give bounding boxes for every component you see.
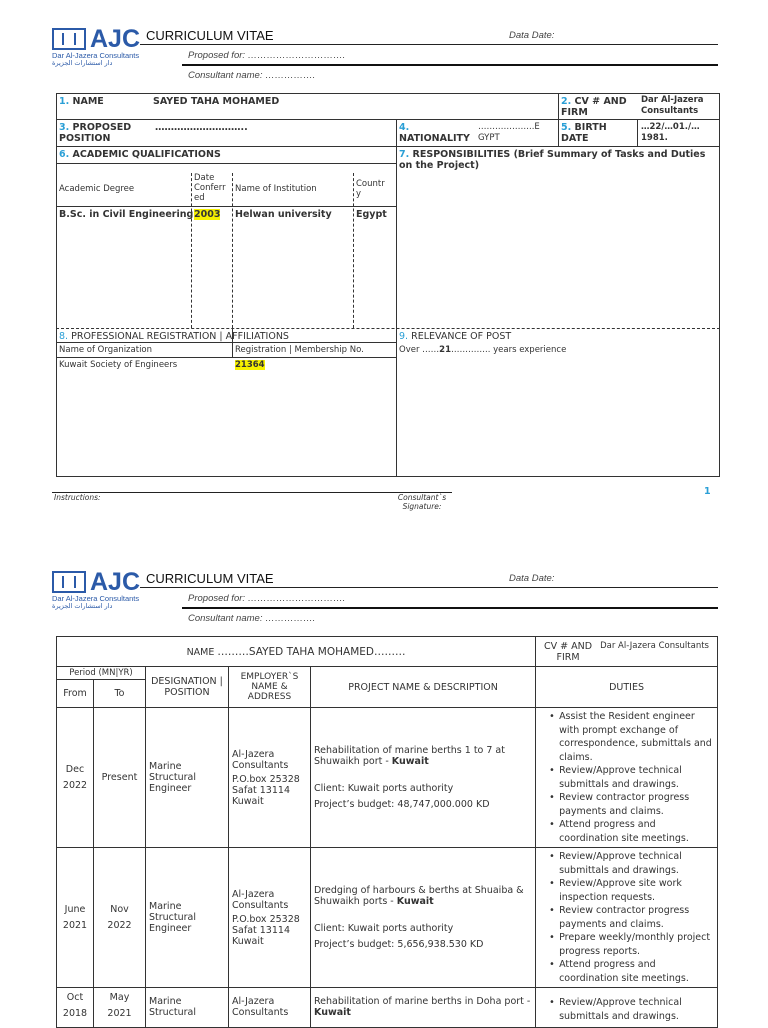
proposed-for: Proposed for: …………………………. bbox=[188, 50, 346, 61]
proposed-for: Proposed for: …………………………. bbox=[188, 593, 346, 604]
row-to: Nov 2022 bbox=[94, 848, 146, 988]
duty-item: • Prepare weekly/monthly project progress reports. bbox=[559, 931, 714, 958]
from-header: From bbox=[57, 680, 94, 708]
birth-label: 5. BIRTH DATE bbox=[561, 122, 607, 144]
company-logo bbox=[52, 568, 144, 610]
row-designation: Marine Structural Engineer bbox=[146, 848, 229, 988]
duty-item: • Review/Approve technical submittals and drawings. bbox=[559, 764, 714, 791]
form-divider bbox=[56, 328, 720, 329]
col-registration: Registration | Membership No. bbox=[235, 345, 364, 355]
p2-name-cell: NAME ………SAYED TAHA MOHAMED……… bbox=[57, 637, 536, 667]
form-divider bbox=[56, 342, 396, 343]
relevance-value: Over ……21………….. years experience bbox=[399, 345, 567, 355]
header-rule-thick bbox=[182, 607, 718, 609]
nationality-label: NATIONALITY bbox=[399, 133, 470, 144]
duty-item: • Review/Approve technical submittals and drawings. bbox=[559, 996, 714, 1023]
nationality-value: GYPT bbox=[478, 133, 500, 143]
duty-item: • Review contractor progress payments and claims. bbox=[559, 904, 714, 931]
col-country: Countr y bbox=[356, 179, 385, 199]
degree-value: B.Sc. in Civil Engineering bbox=[59, 209, 194, 220]
project-header: PROJECT NAME & DESCRIPTION bbox=[311, 667, 536, 708]
row-project: Dredging of harbours & berths at Shuaiba & Shuwaikh ports - Kuwait Client: Kuwait ports authority Project’s budget: 5,656,938.530 KD bbox=[311, 848, 536, 988]
col-organization: Name of Organization bbox=[59, 345, 153, 355]
period-header: Period (MN|YR) bbox=[57, 667, 146, 680]
row-duties bbox=[536, 988, 718, 1028]
cv-title: CURRICULUM VITAE bbox=[146, 28, 274, 43]
form-divider bbox=[56, 357, 396, 358]
row-from: June 2021 bbox=[57, 848, 94, 988]
experience-row bbox=[57, 708, 718, 848]
row-designation: Marine Structural Engineer bbox=[146, 708, 229, 848]
cv-firm-label: 2. CV # AND FIRM bbox=[561, 96, 627, 118]
experience-row bbox=[57, 988, 718, 1028]
experience-table bbox=[56, 636, 718, 1028]
row-to: May 2021 bbox=[94, 988, 146, 1028]
country-value: Egypt bbox=[356, 209, 387, 220]
cv-title: CURRICULUM VITAE bbox=[146, 571, 274, 586]
row-project: Rehabilitation of marine berths 1 to 7 at Shuwaikh port - Kuwait Client: Kuwait ports authority Project’s budget: 48,747,000.000 KD bbox=[311, 708, 536, 848]
p2-cv-firm-cell: CV # AND FIRM Dar Al-Jazera Consultants bbox=[536, 637, 718, 667]
duty-item: • Review/Approve site work inspection requests. bbox=[559, 877, 714, 904]
relevance-label: 9. RELEVANCE OF POST bbox=[399, 331, 512, 342]
row-from: Dec 2022 bbox=[57, 708, 94, 848]
academic-label: 6. ACADEMIC QUALIFICATIONS bbox=[59, 149, 221, 160]
form-divider bbox=[56, 146, 720, 147]
year-value: 2003 bbox=[194, 209, 221, 220]
logo-brand: AJC bbox=[90, 568, 141, 596]
position-value: ……………………….. bbox=[155, 122, 248, 133]
form-divider bbox=[191, 173, 192, 328]
institution-value: Helwan university bbox=[235, 209, 332, 220]
form-divider bbox=[396, 119, 397, 477]
to-header: To bbox=[94, 680, 146, 708]
row-project: Rehabilitation of marine berths in Doha port - Kuwait bbox=[311, 988, 536, 1028]
duty-item: • Review/Approve technical submittals and drawings. bbox=[559, 850, 714, 877]
row-from: Oct 2018 bbox=[57, 988, 94, 1028]
firm-value: Dar Al-Jazera Consultants bbox=[641, 95, 704, 116]
row-duties bbox=[536, 708, 718, 848]
data-date-label: Data Date: bbox=[509, 30, 555, 41]
duty-item: • Review contractor progress payments and claims. bbox=[559, 791, 714, 818]
birth-value: …22/…01./… 1981. bbox=[641, 122, 700, 143]
logo-brand: AJC bbox=[90, 25, 141, 53]
form-divider bbox=[56, 119, 720, 120]
form-divider bbox=[353, 173, 354, 328]
page-number: 1 bbox=[704, 486, 711, 497]
col-date-conferred: Date Conferr ed bbox=[194, 173, 226, 203]
position-label: 3. PROPOSED POSITION bbox=[59, 122, 132, 144]
logo-company-name: Dar Al-Jazera Consultants bbox=[52, 594, 140, 603]
logo-arabic-name: دار استشارات الجزيرة bbox=[52, 59, 113, 67]
row-employer: Al-Jazera Consultants P.O.box 25328 Safat 13114 Kuwait bbox=[229, 848, 311, 988]
form-divider bbox=[558, 119, 559, 146]
row-employer: Al-Jazera Consultants bbox=[229, 988, 311, 1028]
nationality-number: 4. bbox=[399, 122, 410, 133]
row-designation: Marine Structural bbox=[146, 988, 229, 1028]
company-logo bbox=[52, 25, 144, 67]
logo-arabic-name: دار استشارات الجزيرة bbox=[52, 602, 113, 610]
registration-value: 21364 bbox=[235, 360, 265, 370]
ajc-logo-icon bbox=[52, 28, 86, 50]
col-academic-degree: Academic Degree bbox=[59, 184, 135, 194]
name-value: SAYED TAHA MOHAMED bbox=[153, 96, 280, 107]
logo-company-name: Dar Al-Jazera Consultants bbox=[52, 51, 140, 60]
responsibilities-label: 7. RESPONSIBILITIES (Brief Summary of Tasks and Duties on the Project) bbox=[399, 149, 706, 171]
duty-item: • Attend progress and coordination site meetings. bbox=[559, 818, 714, 845]
footer-instructions: Instructions: bbox=[54, 493, 101, 502]
nationality-dots: ………………..E bbox=[478, 122, 540, 132]
consultant-name: Consultant name: ……………. bbox=[188, 70, 316, 81]
data-date-label: Data Date: bbox=[509, 573, 555, 584]
ajc-logo-icon bbox=[52, 571, 86, 593]
experience-row bbox=[57, 848, 718, 988]
professional-label: 8. PROFESSIONAL REGISTRATION | AFFILIATIONS bbox=[59, 331, 289, 342]
row-employer: Al-Jazera Consultants P.O.box 25328 Safat 13114 Kuwait bbox=[229, 708, 311, 848]
employer-header: EMPLOYER`S NAME & ADDRESS bbox=[229, 667, 311, 708]
form-divider bbox=[56, 163, 396, 164]
organization-value: Kuwait Society of Engineers bbox=[59, 360, 178, 370]
name-field-label: 1. NAME bbox=[59, 96, 104, 107]
designation-header: DESIGNATION | POSITION bbox=[146, 667, 229, 708]
header-rule bbox=[140, 44, 718, 45]
header-rule-thick bbox=[182, 64, 718, 66]
form-divider bbox=[56, 206, 396, 207]
col-institution: Name of Institution bbox=[235, 184, 317, 194]
row-to: Present bbox=[94, 708, 146, 848]
form-divider bbox=[232, 173, 233, 328]
duty-item: • Assist the Resident engineer with prompt exchange of correspondence, submittals and claims. bbox=[559, 710, 714, 764]
form-divider bbox=[637, 119, 638, 146]
header-rule bbox=[140, 587, 718, 588]
duties-header: DUTIES bbox=[536, 667, 718, 708]
duty-item: • Attend progress and coordination site meetings. bbox=[559, 958, 714, 985]
row-duties bbox=[536, 848, 718, 988]
consultant-name: Consultant name: ……………. bbox=[188, 613, 316, 624]
footer-signature: Consultant`s Signature: bbox=[397, 493, 447, 511]
